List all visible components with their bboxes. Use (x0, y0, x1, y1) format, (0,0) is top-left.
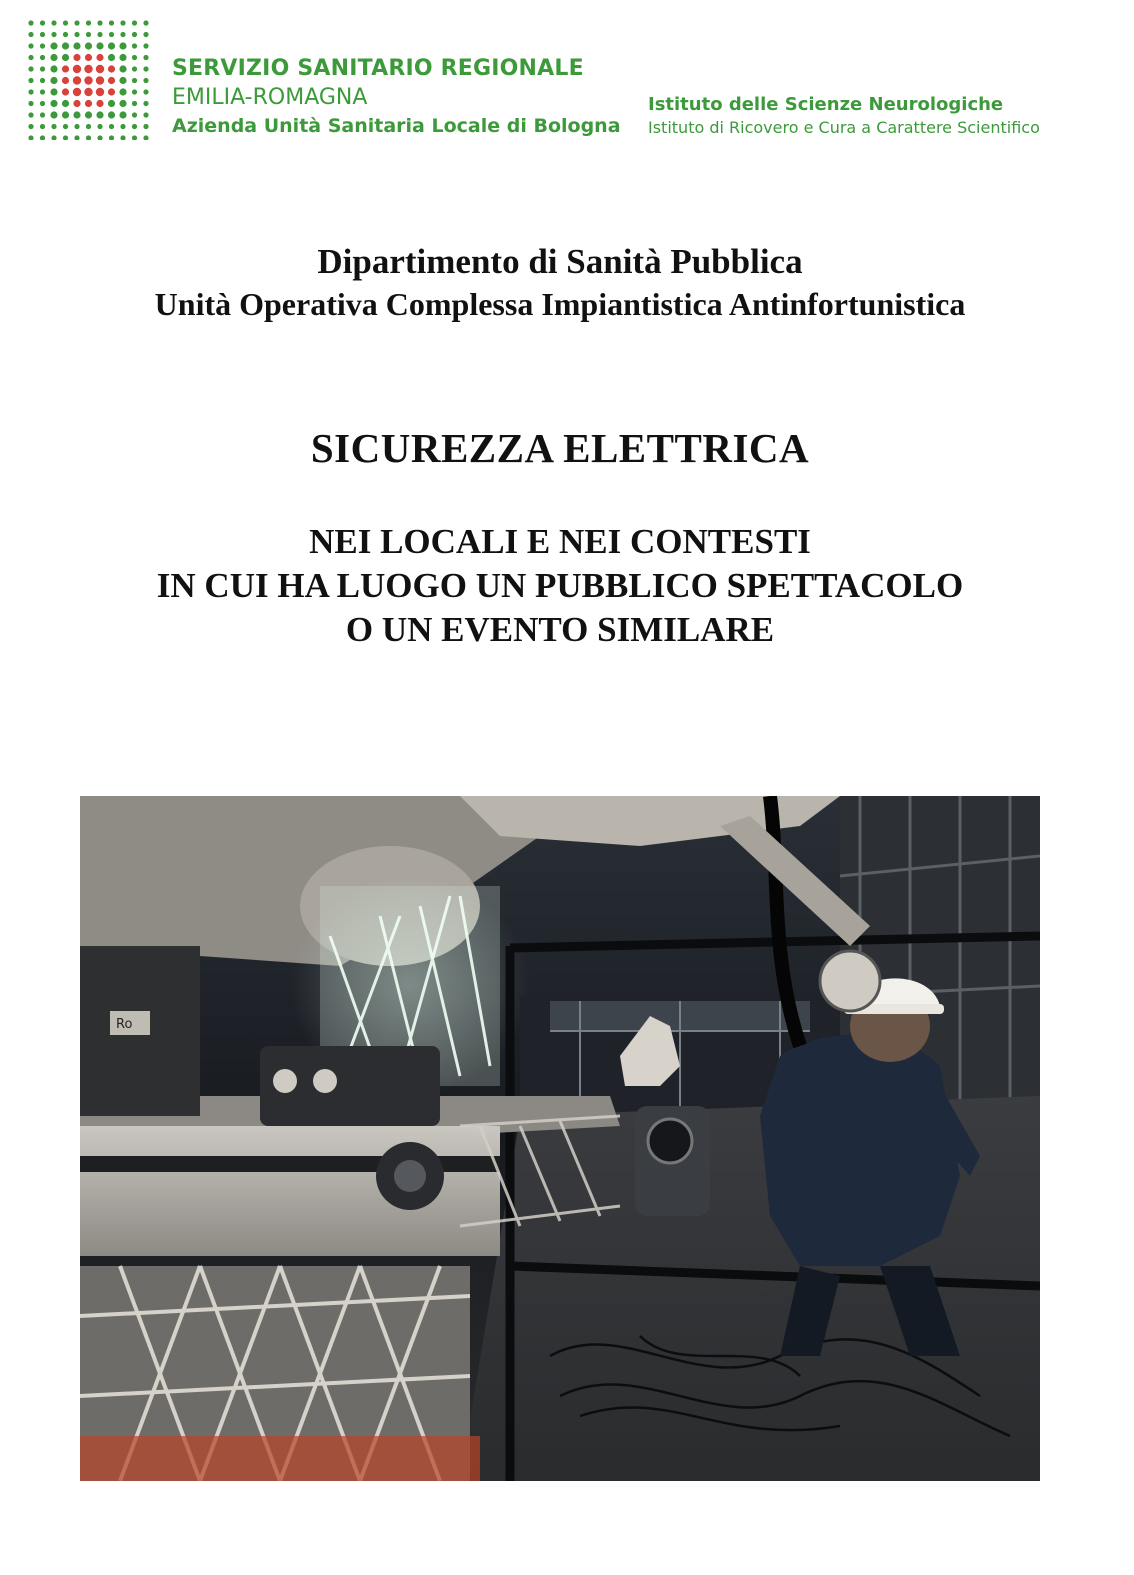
logo-dot (132, 112, 137, 117)
logo-dot (62, 65, 69, 72)
logo-dot (120, 20, 125, 25)
logo-dot (28, 66, 33, 71)
logo-dot (96, 65, 104, 73)
logo-dot (74, 135, 79, 140)
subtitle-line-3: O UN EVENTO SIMILARE (345, 610, 775, 649)
logo-dot (28, 112, 33, 117)
logo-dot (108, 65, 115, 72)
logo-dot (73, 88, 81, 96)
logo-dot (50, 77, 57, 84)
ssr-logo-dots (26, 18, 152, 140)
logo-dot (132, 89, 137, 94)
logo-dot (143, 89, 148, 94)
logo-dot (143, 78, 148, 83)
logo-dot (28, 78, 33, 83)
logo-dot (86, 135, 91, 140)
document-subtitle (0, 520, 1120, 652)
logo-dot (62, 77, 69, 84)
logo-dot (50, 42, 57, 49)
logo-dot (132, 32, 137, 37)
logo-dot (119, 111, 126, 118)
logo-dot (84, 76, 92, 84)
logo-dot (74, 32, 79, 37)
department-line-2: Unità Operativa Complessa Impiantistica Antinfortunistica (154, 286, 966, 322)
logo-dot (97, 135, 102, 140)
logo-dot (109, 124, 114, 129)
logo-dot (97, 124, 102, 129)
logo-dot (28, 135, 33, 140)
logo-dot (86, 32, 91, 37)
logo-dot (40, 101, 45, 106)
department-line-1: Dipartimento di Sanità Pubblica (317, 242, 803, 281)
logo-dot (84, 88, 92, 96)
document-title: SICUREZZA ELETTRICA (310, 425, 810, 471)
logo-dot (119, 65, 126, 72)
logo-dot (40, 78, 45, 83)
logo-dot (109, 32, 114, 37)
logo-dot (119, 77, 126, 84)
logo-dot (85, 42, 92, 49)
logo-dot (132, 135, 137, 140)
logo-dot (40, 124, 45, 129)
logo-dot (96, 100, 103, 107)
logo-dot (51, 124, 56, 129)
logo-dot (63, 135, 68, 140)
logo-dot (143, 32, 148, 37)
logo-dot (97, 32, 102, 37)
logo-dot (119, 54, 126, 61)
logo-dot (85, 111, 92, 118)
logo-dot (40, 135, 45, 140)
department-heading (0, 240, 1120, 324)
logo-dot (109, 135, 114, 140)
logo-dot (86, 124, 91, 129)
logo-dot (120, 135, 125, 140)
logo-dot (120, 124, 125, 129)
logo-dot (40, 43, 45, 48)
logo-dot (28, 55, 33, 60)
logo-dot (85, 100, 92, 107)
logo-dot (73, 42, 80, 49)
logo-dot (51, 32, 56, 37)
logo-dot (85, 54, 92, 61)
logo-dot (132, 55, 137, 60)
logo-dot (74, 124, 79, 129)
logo-dot (132, 101, 137, 106)
logo-dot (74, 20, 79, 25)
logo-dot (28, 124, 33, 129)
logo-dot (132, 20, 137, 25)
org-line-2: EMILIA-ROMAGNA (172, 85, 368, 110)
organization-name (172, 54, 621, 140)
logo-dot (132, 124, 137, 129)
logo-dot (28, 101, 33, 106)
logo-dot (143, 20, 148, 25)
logo-dot (119, 42, 126, 49)
logo-dot (40, 32, 45, 37)
institute-line-2: Istituto di Ricovero e Cura a Carattere Scientifico (648, 118, 1040, 137)
logo-dot (40, 112, 45, 117)
logo-dot (96, 54, 103, 61)
logo-dot (28, 20, 33, 25)
logo-dot (84, 65, 92, 73)
logo-dot (50, 111, 57, 118)
logo-dot (28, 89, 33, 94)
logo-dot (96, 88, 104, 96)
header (0, 0, 1134, 160)
logo-dot (73, 111, 80, 118)
logo-dot (108, 111, 115, 118)
logo-dot (120, 32, 125, 37)
logo-dot (62, 111, 69, 118)
logo-dot (143, 43, 148, 48)
logo-dot (62, 54, 69, 61)
logo-dot (51, 135, 56, 140)
logo-dot (40, 89, 45, 94)
org-line-3: Azienda Unità Sanitaria Locale di Bologna (172, 115, 621, 137)
logo-dot (50, 100, 57, 107)
logo-dot (119, 88, 126, 95)
logo-dot (28, 32, 33, 37)
logo-dot (132, 66, 137, 71)
logo-dot (143, 135, 148, 140)
logo-dot (40, 55, 45, 60)
logo-dot (108, 100, 115, 107)
logo-dot (108, 42, 115, 49)
logo-dot (28, 43, 33, 48)
logo-dot (108, 77, 115, 84)
logo-dot (86, 20, 91, 25)
subtitle-line-1: NEI LOCALI E NEI CONTESTI (309, 522, 811, 561)
cover-photo (80, 796, 1040, 1481)
logo-dot (73, 100, 80, 107)
logo-dot (108, 88, 115, 95)
logo-dot (119, 100, 126, 107)
logo-dot (143, 124, 148, 129)
logo-dot (96, 76, 104, 84)
institute-line-1: Istituto delle Scienze Neurologiche (648, 94, 1004, 115)
logo-dot (62, 42, 69, 49)
org-line-1: SERVIZIO SANITARIO REGIONALE (172, 56, 584, 81)
logo-dot (73, 54, 80, 61)
logo-dot (50, 54, 57, 61)
logo-dot (62, 88, 69, 95)
logo-dot (143, 66, 148, 71)
institute-name (648, 93, 1040, 139)
logo-dot (97, 20, 102, 25)
logo-dot (62, 100, 69, 107)
logo-dot (63, 124, 68, 129)
logo-dot (40, 66, 45, 71)
logo-dot (143, 101, 148, 106)
logo-dot (63, 20, 68, 25)
logo-dot (96, 111, 103, 118)
equipment-label: Ro (116, 1017, 133, 1032)
logo-dot (50, 88, 57, 95)
logo-dot (132, 43, 137, 48)
logo-dot (73, 65, 81, 73)
logo-dot (108, 54, 115, 61)
logo-dot (143, 55, 148, 60)
logo-dot (96, 42, 103, 49)
logo-dot (73, 76, 81, 84)
logo-dot (51, 20, 56, 25)
logo-dot (63, 32, 68, 37)
logo-dot (143, 112, 148, 117)
logo-dot (50, 65, 57, 72)
logo-dot (109, 20, 114, 25)
logo-dot (40, 20, 45, 25)
subtitle-line-2: IN CUI HA LUOGO UN PUBBLICO SPETTACOLO (156, 566, 964, 605)
backstage-technician-image (80, 796, 1040, 1481)
logo-dot (132, 78, 137, 83)
